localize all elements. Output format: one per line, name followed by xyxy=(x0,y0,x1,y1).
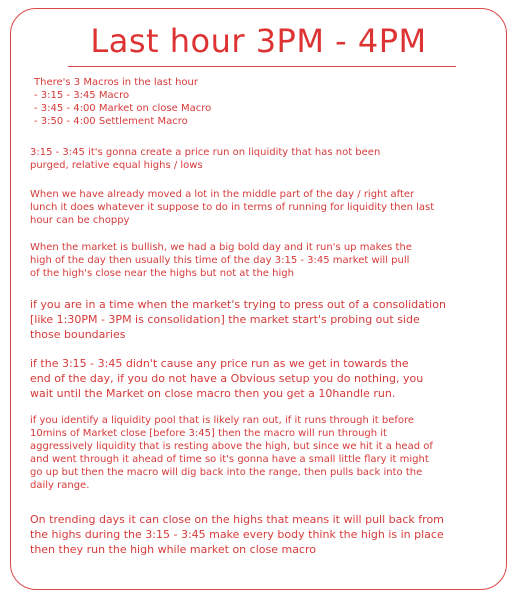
page-title: Last hour 3PM - 4PM xyxy=(90,22,427,60)
paragraph-liquidity-pool xyxy=(30,414,492,492)
paragraph-line: wait until the Market on close macro then you get a 10handle run. xyxy=(30,387,396,400)
paragraph-line: if you are in a time when the market's trying to press out of a consolidation xyxy=(30,298,446,311)
paragraph-line: [like 1:30PM - 3PM is consolidation] the market start's probing out side xyxy=(30,313,420,326)
macro-item: - 3:15 - 3:45 Macro xyxy=(34,90,130,101)
paragraph-line: the highs during the 3:15 - 3:45 make every body think the high is in place xyxy=(30,528,444,541)
paragraph-price-run xyxy=(30,146,492,172)
paragraph-bullish xyxy=(30,241,492,280)
paragraph-line: then they run the high while market on close macro xyxy=(30,543,316,556)
paragraph-line: go up but then the macro will dig back into the range, then pulls back into the xyxy=(30,467,423,478)
paragraph-line: daily range. xyxy=(30,480,90,491)
paragraph-line: When the market is bullish, we had a big bold day and it run's up makes the xyxy=(30,242,412,253)
paragraph-line: lunch it does whatever it suppose to do in terms of running for liquidity then last xyxy=(30,202,435,213)
paragraph-line: of the high's close near the highs but not at the high xyxy=(30,268,294,279)
macro-item: - 3:50 - 4:00 Settlement Macro xyxy=(34,116,188,127)
paragraph-line: those boundaries xyxy=(30,328,126,341)
paragraph-line: On trending days it can close on the highs that means it will pull back from xyxy=(30,513,444,526)
paragraph-consolidation xyxy=(30,297,492,342)
title-underline xyxy=(68,66,456,67)
macros-block xyxy=(34,76,496,128)
paragraph-line: purged, relative equal highs / lows xyxy=(30,160,203,171)
paragraph-line: When we have already moved a lot in the middle part of the day / right after xyxy=(30,189,415,200)
macros-intro: There's 3 Macros in the last hour xyxy=(34,77,198,88)
paragraph-line: hour can be choppy xyxy=(30,215,130,226)
paragraph-no-setup xyxy=(30,356,492,401)
paragraph-line: if you identify a liquidity pool that is likely ran out, if it runs through it before xyxy=(30,415,415,426)
macro-item: - 3:45 - 4:00 Market on close Macro xyxy=(34,103,212,114)
paragraph-line: 10mins of Market close [before 3:45] then the macro will run through it xyxy=(30,428,387,439)
paragraph-line: 3:15 - 3:45 it's gonna create a price run on liquidity that has not been xyxy=(30,147,381,158)
paragraph-line: end of the day, if you do not have a Obvious setup you do nothing, you xyxy=(30,372,424,385)
paragraph-trending xyxy=(30,512,492,557)
paragraph-line: high of the day then usually this time of the day 3:15 - 3:45 market will pull xyxy=(30,255,410,266)
paragraph-line: if the 3:15 - 3:45 didn't cause any price run as we get in towards the xyxy=(30,357,409,370)
paragraph-choppy xyxy=(30,188,492,227)
paragraph-line: and went through it ahead of time so it's gonna have a small little flary it might xyxy=(30,454,429,465)
paragraph-line: aggressively liquidity that is resting above the high, but since we hit it a head of xyxy=(30,441,433,452)
